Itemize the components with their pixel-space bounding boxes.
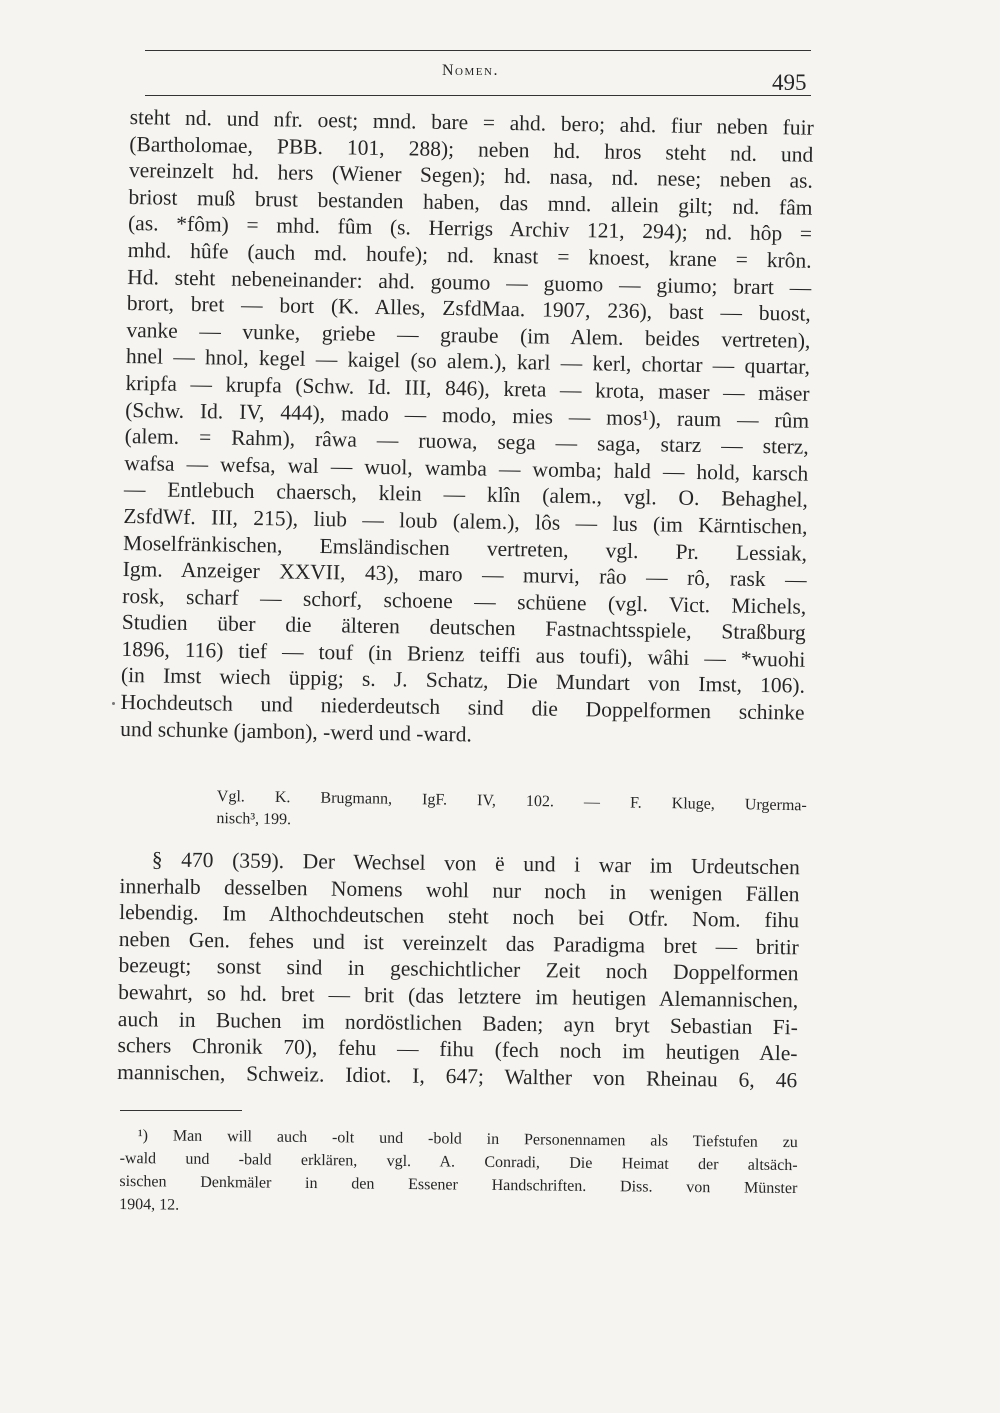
text-line: (in Imst wiech üppig; s. J. Schatz, Die Mundart von Imst, 106).: [120, 663, 806, 699]
text-line: (Bartholomae, PBB. 101, 288); neben hd. hros steht nd. und: [129, 131, 814, 167]
stray-mark: [112, 702, 115, 705]
text-line: und schunke (jambon), -werd und -ward.: [119, 716, 473, 747]
section-line: bezeugt; sonst sind in geschichtlicher Zeit noch Doppelformen: [118, 953, 799, 986]
text-line: Moselfränkischen, Emsländischen vertreten, vgl. Pr. Lessiak,: [122, 530, 808, 566]
footnote-rule: [120, 1110, 242, 1111]
reference-note: [216, 786, 807, 839]
text-line: vanke — vunke, griebe — graube (im Alem. beides vertreten),: [126, 317, 811, 353]
text-line: steht nd. und nfr. oest; mnd. bare = ahd. bero; ahd. fiur neben fuir: [129, 104, 814, 140]
text-line: wafsa — wefsa, wal — wuol, wamba — womba; hald — hold, karsch: [124, 450, 809, 486]
section-line: mannischen, Schweiz. Idiot. I, 647; Walther von Rheinau 6, 46: [117, 1059, 798, 1093]
reference-line: Vgl. K. Brugmann, IgF. IV, 102. — F. Kluge, Urgerma-: [216, 787, 807, 815]
text-line: Hd. steht nebeneinander: ahd. goumo — guomo — giumo; brart —: [127, 264, 812, 300]
section-line: § 470 (359). Der Wechsel von ë und i war im Urdeutschen: [151, 847, 800, 880]
text-line: — Entlebuch chaersch, klein — klîn (alem., vgl. O. Behaghel,: [123, 477, 809, 513]
text-line: (Schw. Id. IV, 444), mado — modo, mies — mos¹), raum — rûm: [125, 397, 810, 433]
text-line: (as. *fôm) = mhd. fûm (s. Herrigs Archiv 121, 294); nd. hôp =: [127, 211, 813, 247]
text-line: briost muß brust bestanden haben, das mnd. allein gilt; nd. fâm: [128, 184, 813, 220]
text-line: rosk, scharf — schorf, schoene — schüene (vgl. Vict. Michels,: [122, 583, 807, 619]
text-line: Studien über die älteren deutschen Fastnachtsspiele, Straßburg: [121, 610, 806, 645]
text-line: brort, bret — bort (K. Alles, ZsfdMaa. 1907, 236), bast — buost,: [126, 291, 811, 326]
text-line: ZsfdWf. III, 215), liub — loub (alem.), lôs — lus (im Kärntischen,: [123, 503, 808, 539]
reference-line: nisch³, 199.: [216, 809, 292, 829]
text-line: Hochdeutsch und niederdeutsch sind die Doppelformen schinke: [120, 689, 805, 725]
footnote-line: 1904, 12.: [119, 1195, 180, 1214]
running-title: Nomen.: [442, 62, 499, 79]
section-line: auch in Buchen im nordöstlichen Baden; ayn bryt Sebastian Fi-: [117, 1006, 798, 1039]
header-rule: [145, 95, 811, 96]
footnote-line: -wald und -bald erklären, vgl. A. Conradi, Die Heimat der altsäch-: [119, 1149, 798, 1175]
section-line: lebendig. Im Althochdeutschen steht noch bei Otfr. Nom. fihu: [119, 900, 800, 933]
page-number: 495: [772, 70, 807, 95]
text-line: 1896, 116) tief — touf (in Brienz teiffi aus toufi), wâhi — *wuohi: [121, 636, 806, 672]
footnote: [119, 1124, 798, 1223]
main-text-block: [120, 104, 814, 753]
section-line: schers Chronik 70), fehu — fihu (fech noch im heutigen Ale-: [117, 1033, 798, 1066]
footnote-line: sischen Denkmäler in den Essener Handschriften. Diss. von Münster: [119, 1172, 798, 1198]
text-line: kripfa — krupfa (Schw. Id. III, 846), kreta — krota, maser — mäser: [125, 370, 810, 406]
text-line: (alem. = Rahm), râwa — ruowa, sega — saga, starz — sterz,: [124, 424, 809, 459]
text-line: Igm. Anzeiger XXVII, 43), maro — murvi, râo — rô, rask —: [122, 557, 807, 592]
text-line: hnel — hnol, kegel — kaigel (so alem.), karl — kerl, chortar — quartar,: [125, 344, 811, 380]
section-470: [117, 846, 800, 1094]
footnote-line: ¹) Man will auch -olt und -bold in Personennamen als Tiefstufen zu: [137, 1127, 798, 1152]
text-line: mhd. hûfe (auch md. houfe); nd. knast = knoest, krane = krôn.: [127, 237, 812, 273]
section-line: bewahrt, so hd. bret — brit (das letztere im heutigen Alemannischen,: [118, 979, 799, 1013]
top-rule: [145, 50, 811, 51]
section-line: innerhalb desselben Nomens wohl nur noch in wenigen Fällen: [119, 873, 800, 906]
text-line: vereinzelt hd. hers (Wiener Segen); hd. nasa, nd. nese; neben as.: [128, 158, 814, 193]
section-line: neben Gen. fehes und ist vereinzelt das Paradigma bret — britir: [118, 926, 799, 960]
